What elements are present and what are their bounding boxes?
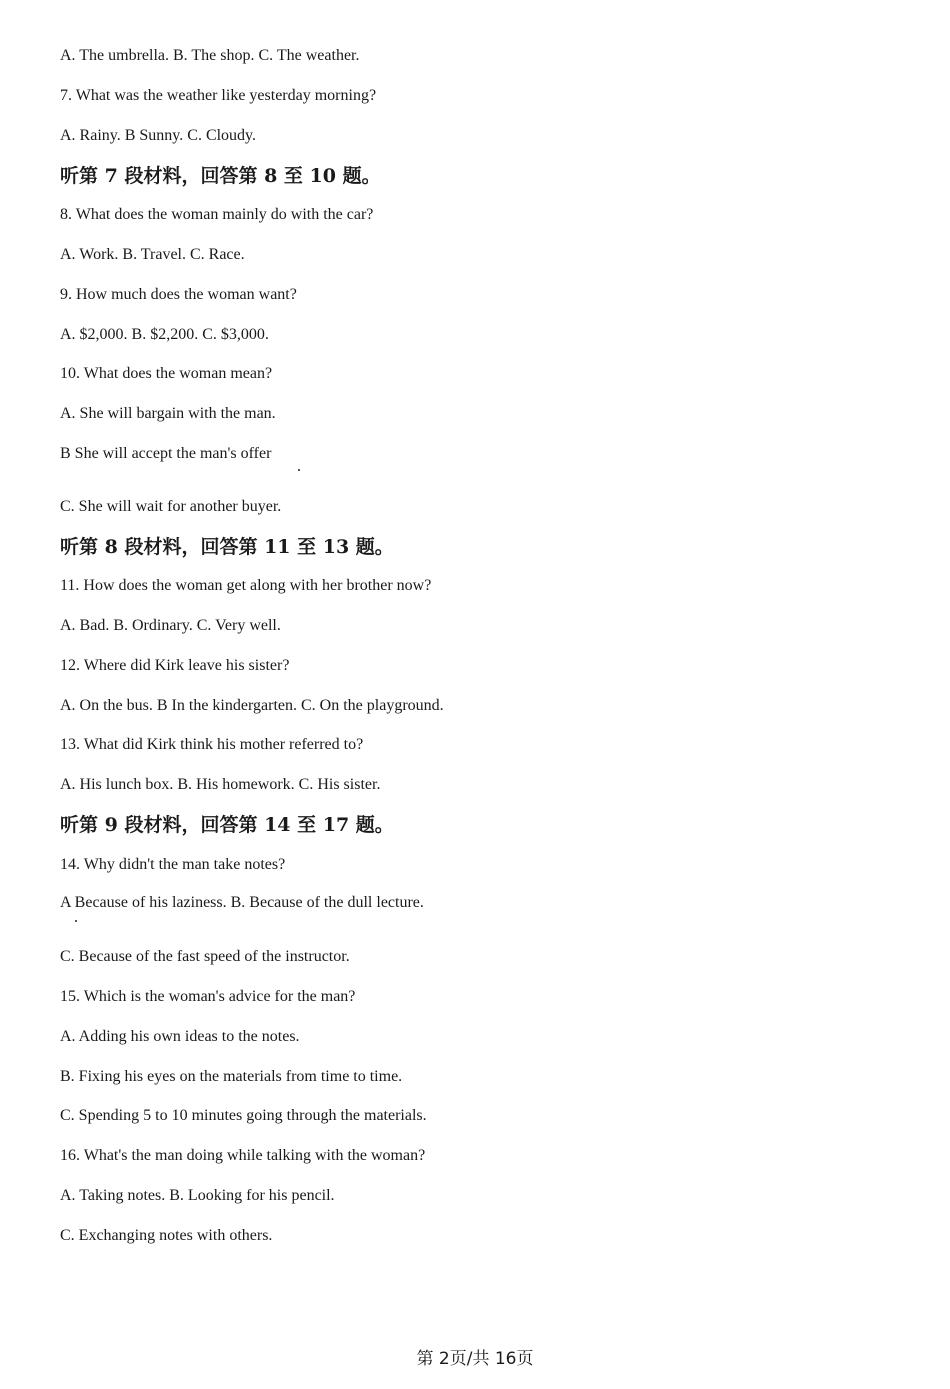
q12-options: A. On the bus. B In the kindergarten. C. On the playground.	[60, 697, 444, 714]
section-heading-7: 听第 7 段材料，回答第 8 至 10 题。	[60, 165, 381, 187]
q16-question: 16. What's the man doing while talking with the woman?	[60, 1147, 426, 1164]
q16-options-ab: A. Taking notes. B. Looking for his pencil.	[60, 1187, 335, 1204]
q14-question: 14. Why didn't the man take notes?	[60, 856, 286, 873]
q9-options: A. $2,000. B. $2,200. C. $3,000.	[60, 326, 269, 343]
q15-option-b: B. Fixing his eyes on the materials from time to time.	[60, 1068, 403, 1085]
q14-options-ab: A Because of his laziness. B. Because of the dull lecture.	[60, 894, 424, 911]
q11-options: A. Bad. B. Ordinary. C. Very well.	[60, 617, 281, 634]
q10-option-c: C. She will wait for another buyer.	[60, 498, 282, 515]
page-number-footer: 第 2页/共 16页	[416, 1349, 534, 1369]
q10-question: 10. What does the woman mean?	[60, 365, 273, 382]
q8-question: 8. What does the woman mainly do with the car?	[60, 206, 374, 223]
section-heading-9: 听第 9 段材料，回答第 14 至 17 题。	[60, 814, 394, 836]
stray-dot-mark	[75, 920, 77, 922]
stray-dot-mark	[298, 469, 300, 471]
q15-question: 15. Which is the woman's advice for the man?	[60, 988, 356, 1005]
q15-option-a: A. Adding his own ideas to the notes.	[60, 1028, 300, 1045]
q14-option-c: C. Because of the fast speed of the instructor.	[60, 948, 350, 965]
q10-option-b: B She will accept the man's offer	[60, 445, 272, 462]
q12-question: 12. Where did Kirk leave his sister?	[60, 657, 290, 674]
q7-question: 7. What was the weather like yesterday morning?	[60, 87, 377, 104]
q9-question: 9. How much does the woman want?	[60, 286, 297, 303]
q13-options: A. His lunch box. B. His homework. C. His sister.	[60, 776, 381, 793]
q6-options: A. The umbrella. B. The shop. C. The weather.	[60, 47, 360, 64]
q10-option-a: A. She will bargain with the man.	[60, 405, 276, 422]
section-heading-8: 听第 8 段材料，回答第 11 至 13 题。	[60, 536, 394, 558]
q15-option-c: C. Spending 5 to 10 minutes going through the materials.	[60, 1107, 427, 1124]
q11-question: 11. How does the woman get along with her brother now?	[60, 577, 432, 594]
q8-options: A. Work. B. Travel. C. Race.	[60, 246, 245, 263]
q7-options: A. Rainy. B Sunny. C. Cloudy.	[60, 127, 257, 144]
q16-option-c: C. Exchanging notes with others.	[60, 1227, 273, 1244]
q13-question: 13. What did Kirk think his mother referred to?	[60, 736, 364, 753]
